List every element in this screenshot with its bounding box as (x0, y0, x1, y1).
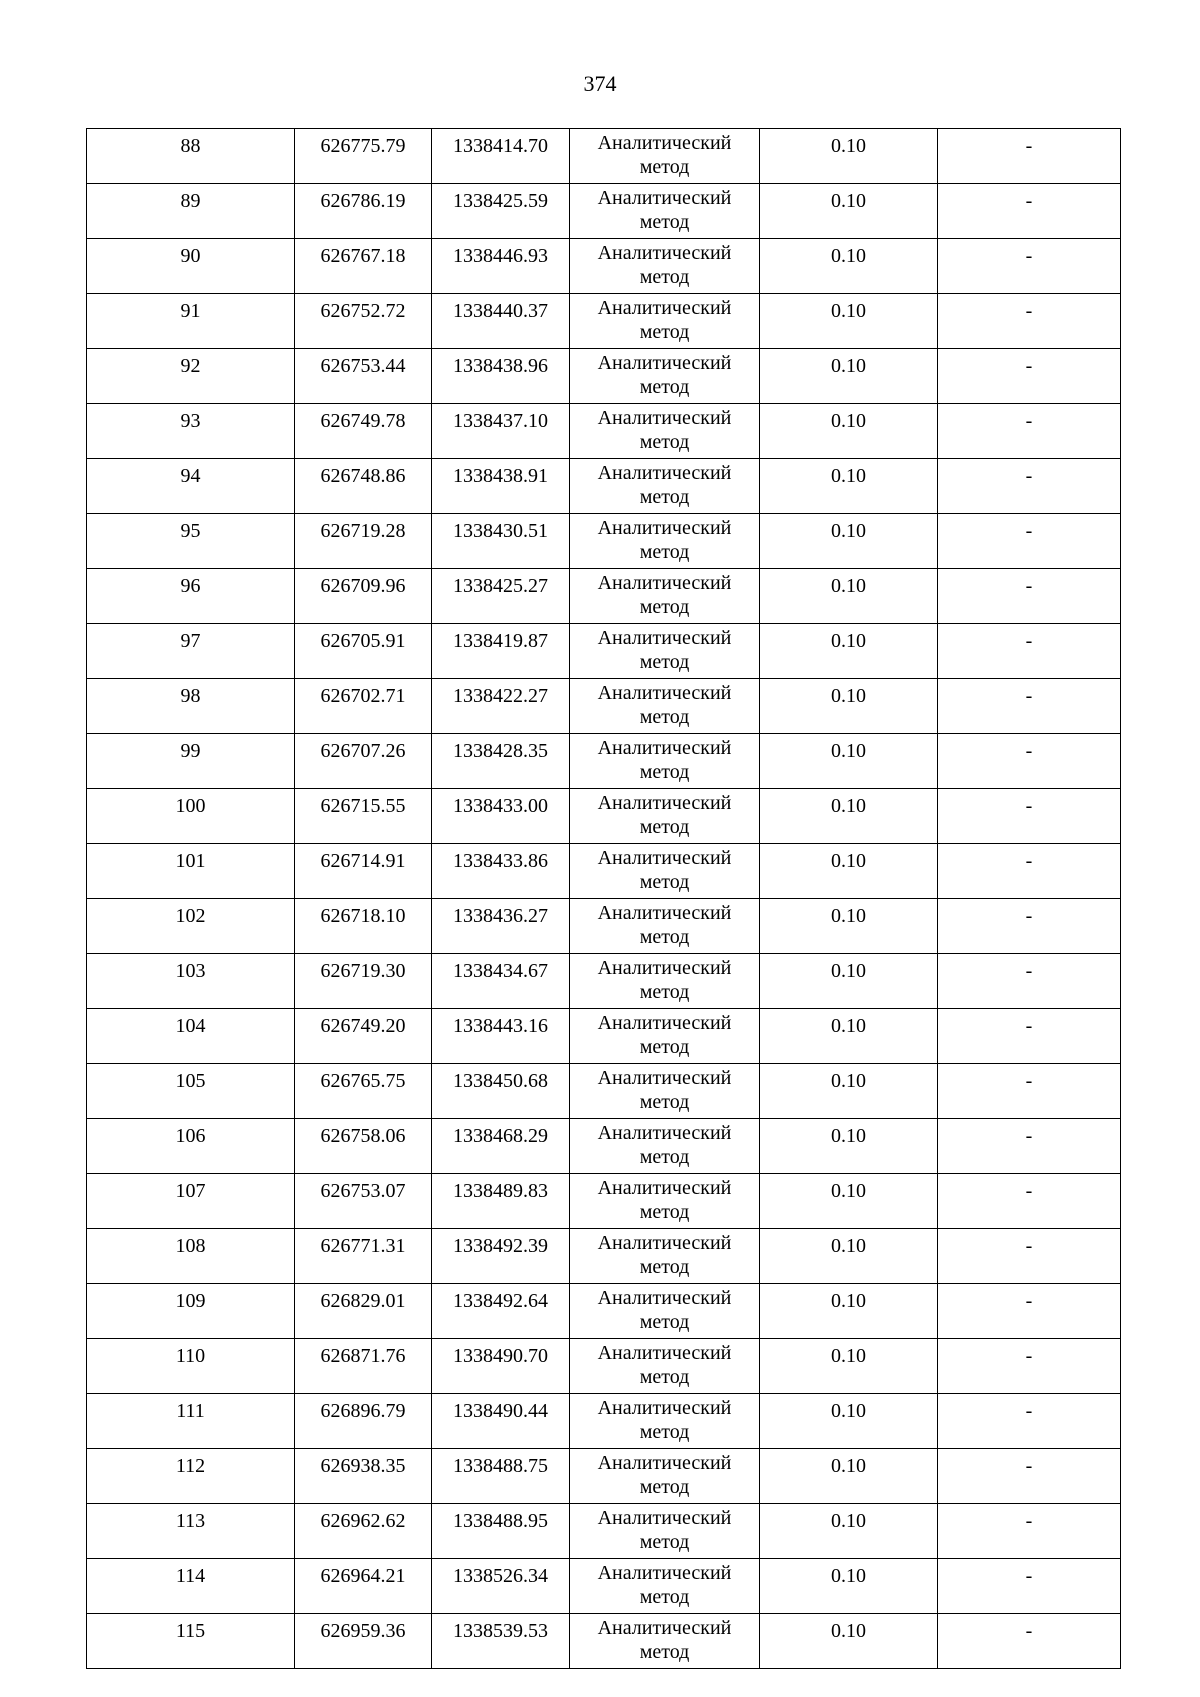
table-body (87, 129, 1121, 1669)
method-line-2: метод (639, 1586, 690, 1608)
table-row (87, 1504, 1121, 1559)
table-row (87, 1119, 1121, 1174)
y-coordinate-cell: 1338489.83 (432, 1174, 570, 1229)
table-row (87, 1449, 1121, 1504)
table-row (87, 1064, 1121, 1119)
table-row (87, 569, 1121, 624)
note-cell: - (938, 349, 1121, 404)
method-line-2: метод (639, 1311, 690, 1333)
method-line-1: Аналитический (597, 847, 732, 869)
x-coordinate-cell: 626758.06 (295, 1119, 432, 1174)
method-cell (570, 459, 760, 514)
x-coordinate-cell: 626775.79 (295, 129, 432, 184)
method-line-2: метод (639, 761, 690, 783)
note-cell: - (938, 679, 1121, 734)
method-line-2: метод (639, 926, 690, 948)
y-coordinate-cell: 1338425.59 (432, 184, 570, 239)
point-number-cell: 113 (87, 1504, 295, 1559)
note-cell: - (938, 129, 1121, 184)
accuracy-cell: 0.10 (760, 404, 938, 459)
accuracy-cell: 0.10 (760, 1229, 938, 1284)
note-cell: - (938, 1449, 1121, 1504)
x-coordinate-cell: 626962.62 (295, 1504, 432, 1559)
accuracy-cell: 0.10 (760, 569, 938, 624)
table-row (87, 239, 1121, 294)
x-coordinate-cell: 626767.18 (295, 239, 432, 294)
method-cell (570, 1339, 760, 1394)
method-line-2: метод (639, 1476, 690, 1498)
x-coordinate-cell: 626749.20 (295, 1009, 432, 1064)
note-cell: - (938, 1119, 1121, 1174)
accuracy-cell: 0.10 (760, 294, 938, 349)
y-coordinate-cell: 1338430.51 (432, 514, 570, 569)
note-cell: - (938, 1339, 1121, 1394)
accuracy-cell: 0.10 (760, 954, 938, 1009)
method-line-2: метод (639, 1201, 690, 1223)
y-coordinate-cell: 1338434.67 (432, 954, 570, 1009)
table-row (87, 459, 1121, 514)
table-row (87, 1284, 1121, 1339)
method-line-2: метод (639, 706, 690, 728)
point-number-cell: 93 (87, 404, 295, 459)
x-coordinate-cell: 626718.10 (295, 899, 432, 954)
point-number-cell: 106 (87, 1119, 295, 1174)
note-cell: - (938, 954, 1121, 1009)
x-coordinate-cell: 626829.01 (295, 1284, 432, 1339)
method-line-1: Аналитический (597, 957, 732, 979)
note-cell: - (938, 624, 1121, 679)
method-line-2: метод (639, 1036, 690, 1058)
note-cell: - (938, 899, 1121, 954)
x-coordinate-cell: 626753.07 (295, 1174, 432, 1229)
method-cell (570, 899, 760, 954)
page-number: 374 (583, 71, 617, 96)
method-line-2: метод (639, 266, 690, 288)
method-line-1: Аналитический (597, 737, 732, 759)
method-line-1: Аналитический (597, 187, 732, 209)
accuracy-cell: 0.10 (760, 1504, 938, 1559)
table-row (87, 734, 1121, 789)
accuracy-cell: 0.10 (760, 129, 938, 184)
method-line-1: Аналитический (597, 407, 732, 429)
accuracy-cell: 0.10 (760, 1559, 938, 1614)
method-cell (570, 404, 760, 459)
note-cell: - (938, 1284, 1121, 1339)
y-coordinate-cell: 1338436.27 (432, 899, 570, 954)
table-row (87, 624, 1121, 679)
table-row (87, 1339, 1121, 1394)
method-cell (570, 679, 760, 734)
method-line-1: Аналитический (597, 1232, 732, 1254)
x-coordinate-cell: 626765.75 (295, 1064, 432, 1119)
table-row (87, 1559, 1121, 1614)
y-coordinate-cell: 1338488.95 (432, 1504, 570, 1559)
x-coordinate-cell: 626896.79 (295, 1394, 432, 1449)
point-number-cell: 92 (87, 349, 295, 404)
note-cell: - (938, 514, 1121, 569)
note-cell: - (938, 184, 1121, 239)
accuracy-cell: 0.10 (760, 679, 938, 734)
method-line-1: Аналитический (597, 792, 732, 814)
table-row (87, 184, 1121, 239)
x-coordinate-cell: 626714.91 (295, 844, 432, 899)
x-coordinate-cell: 626709.96 (295, 569, 432, 624)
point-number-cell: 108 (87, 1229, 295, 1284)
method-line-1: Аналитический (597, 297, 732, 319)
point-number-cell: 104 (87, 1009, 295, 1064)
method-cell (570, 1009, 760, 1064)
accuracy-cell: 0.10 (760, 239, 938, 294)
y-coordinate-cell: 1338433.86 (432, 844, 570, 899)
note-cell: - (938, 1504, 1121, 1559)
accuracy-cell: 0.10 (760, 844, 938, 899)
note-cell: - (938, 569, 1121, 624)
y-coordinate-cell: 1338414.70 (432, 129, 570, 184)
y-coordinate-cell: 1338443.16 (432, 1009, 570, 1064)
accuracy-cell: 0.10 (760, 1284, 938, 1339)
point-number-cell: 96 (87, 569, 295, 624)
method-cell (570, 734, 760, 789)
y-coordinate-cell: 1338492.64 (432, 1284, 570, 1339)
x-coordinate-cell: 626707.26 (295, 734, 432, 789)
accuracy-cell: 0.10 (760, 1339, 938, 1394)
note-cell: - (938, 459, 1121, 514)
point-number-cell: 110 (87, 1339, 295, 1394)
method-cell (570, 1064, 760, 1119)
point-number-cell: 103 (87, 954, 295, 1009)
method-line-2: метод (639, 596, 690, 618)
accuracy-cell: 0.10 (760, 1394, 938, 1449)
method-cell (570, 624, 760, 679)
table-row (87, 954, 1121, 1009)
method-line-2: метод (639, 541, 690, 563)
point-number-cell: 89 (87, 184, 295, 239)
method-line-1: Аналитический (597, 627, 732, 649)
method-line-1: Аналитический (597, 902, 732, 924)
point-number-cell: 107 (87, 1174, 295, 1229)
y-coordinate-cell: 1338438.96 (432, 349, 570, 404)
method-line-1: Аналитический (597, 242, 732, 264)
method-line-2: метод (639, 431, 690, 453)
method-line-2: метод (639, 1641, 690, 1663)
accuracy-cell: 0.10 (760, 184, 938, 239)
y-coordinate-cell: 1338438.91 (432, 459, 570, 514)
x-coordinate-cell: 626748.86 (295, 459, 432, 514)
accuracy-cell: 0.10 (760, 1449, 938, 1504)
method-line-1: Аналитический (597, 1287, 732, 1309)
method-line-2: метод (639, 211, 690, 233)
x-coordinate-cell: 626705.91 (295, 624, 432, 679)
table-row (87, 1614, 1121, 1669)
method-cell (570, 1504, 760, 1559)
point-number-cell: 101 (87, 844, 295, 899)
method-line-1: Аналитический (597, 572, 732, 594)
method-line-2: метод (639, 156, 690, 178)
point-number-cell: 99 (87, 734, 295, 789)
y-coordinate-cell: 1338468.29 (432, 1119, 570, 1174)
x-coordinate-cell: 626786.19 (295, 184, 432, 239)
method-cell (570, 129, 760, 184)
method-line-2: метод (639, 651, 690, 673)
x-coordinate-cell: 626702.71 (295, 679, 432, 734)
x-coordinate-cell: 626964.21 (295, 1559, 432, 1614)
y-coordinate-cell: 1338490.70 (432, 1339, 570, 1394)
table-row (87, 1229, 1121, 1284)
accuracy-cell: 0.10 (760, 1119, 938, 1174)
method-cell (570, 569, 760, 624)
method-line-2: метод (639, 1091, 690, 1113)
note-cell: - (938, 239, 1121, 294)
y-coordinate-cell: 1338446.93 (432, 239, 570, 294)
method-cell (570, 349, 760, 404)
accuracy-cell: 0.10 (760, 459, 938, 514)
table-row (87, 514, 1121, 569)
method-cell (570, 789, 760, 844)
method-line-1: Аналитический (597, 1067, 732, 1089)
table-row (87, 844, 1121, 899)
note-cell: - (938, 1614, 1121, 1669)
accuracy-cell: 0.10 (760, 624, 938, 679)
method-line-1: Аналитический (597, 1122, 732, 1144)
point-number-cell: 90 (87, 239, 295, 294)
y-coordinate-cell: 1338526.34 (432, 1559, 570, 1614)
method-line-2: метод (639, 871, 690, 893)
y-coordinate-cell: 1338490.44 (432, 1394, 570, 1449)
point-number-cell: 88 (87, 129, 295, 184)
method-cell (570, 294, 760, 349)
note-cell: - (938, 1064, 1121, 1119)
method-cell (570, 1229, 760, 1284)
x-coordinate-cell: 626771.31 (295, 1229, 432, 1284)
method-line-1: Аналитический (597, 1507, 732, 1529)
note-cell: - (938, 734, 1121, 789)
accuracy-cell: 0.10 (760, 1174, 938, 1229)
method-cell (570, 239, 760, 294)
x-coordinate-cell: 626719.30 (295, 954, 432, 1009)
table-row (87, 1009, 1121, 1064)
x-coordinate-cell: 626938.35 (295, 1449, 432, 1504)
x-coordinate-cell: 626871.76 (295, 1339, 432, 1394)
note-cell: - (938, 1559, 1121, 1614)
method-line-2: метод (639, 321, 690, 343)
y-coordinate-cell: 1338419.87 (432, 624, 570, 679)
point-number-cell: 91 (87, 294, 295, 349)
x-coordinate-cell: 626749.78 (295, 404, 432, 459)
table-row (87, 129, 1121, 184)
point-number-cell: 95 (87, 514, 295, 569)
point-number-cell: 98 (87, 679, 295, 734)
point-number-cell: 94 (87, 459, 295, 514)
method-line-1: Аналитический (597, 1012, 732, 1034)
y-coordinate-cell: 1338539.53 (432, 1614, 570, 1669)
method-line-1: Аналитический (597, 1342, 732, 1364)
note-cell: - (938, 404, 1121, 459)
note-cell: - (938, 1009, 1121, 1064)
table-row (87, 294, 1121, 349)
note-cell: - (938, 844, 1121, 899)
y-coordinate-cell: 1338428.35 (432, 734, 570, 789)
y-coordinate-cell: 1338488.75 (432, 1449, 570, 1504)
x-coordinate-cell: 626753.44 (295, 349, 432, 404)
point-number-cell: 109 (87, 1284, 295, 1339)
method-line-2: метод (639, 1366, 690, 1388)
method-cell (570, 1394, 760, 1449)
accuracy-cell: 0.10 (760, 1614, 938, 1669)
method-line-1: Аналитический (597, 682, 732, 704)
method-line-1: Аналитический (597, 1397, 732, 1419)
method-line-2: метод (639, 1146, 690, 1168)
point-number-cell: 97 (87, 624, 295, 679)
method-line-2: метод (639, 816, 690, 838)
method-line-1: Аналитический (597, 1617, 732, 1639)
note-cell: - (938, 294, 1121, 349)
note-cell: - (938, 1174, 1121, 1229)
point-number-cell: 105 (87, 1064, 295, 1119)
method-line-1: Аналитический (597, 1177, 732, 1199)
x-coordinate-cell: 626715.55 (295, 789, 432, 844)
method-line-1: Аналитический (597, 1452, 732, 1474)
method-cell (570, 1614, 760, 1669)
y-coordinate-cell: 1338450.68 (432, 1064, 570, 1119)
accuracy-cell: 0.10 (760, 789, 938, 844)
y-coordinate-cell: 1338433.00 (432, 789, 570, 844)
method-cell (570, 184, 760, 239)
accuracy-cell: 0.10 (760, 1064, 938, 1119)
method-cell (570, 514, 760, 569)
method-line-2: метод (639, 1531, 690, 1553)
table-row (87, 349, 1121, 404)
note-cell: - (938, 1394, 1121, 1449)
accuracy-cell: 0.10 (760, 514, 938, 569)
method-cell (570, 1174, 760, 1229)
method-cell (570, 1559, 760, 1614)
method-cell (570, 1284, 760, 1339)
accuracy-cell: 0.10 (760, 899, 938, 954)
x-coordinate-cell: 626752.72 (295, 294, 432, 349)
point-number-cell: 114 (87, 1559, 295, 1614)
method-line-1: Аналитический (597, 1562, 732, 1584)
x-coordinate-cell: 626959.36 (295, 1614, 432, 1669)
table-row (87, 1394, 1121, 1449)
table-row (87, 899, 1121, 954)
method-line-2: метод (639, 1256, 690, 1278)
note-cell: - (938, 789, 1121, 844)
table-row (87, 789, 1121, 844)
table-row (87, 679, 1121, 734)
point-number-cell: 100 (87, 789, 295, 844)
method-cell (570, 1119, 760, 1174)
table-row (87, 404, 1121, 459)
method-cell (570, 1449, 760, 1504)
method-cell (570, 844, 760, 899)
y-coordinate-cell: 1338437.10 (432, 404, 570, 459)
accuracy-cell: 0.10 (760, 1009, 938, 1064)
x-coordinate-cell: 626719.28 (295, 514, 432, 569)
method-line-2: метод (639, 376, 690, 398)
point-number-cell: 102 (87, 899, 295, 954)
method-line-2: метод (639, 1421, 690, 1443)
accuracy-cell: 0.10 (760, 734, 938, 789)
method-line-1: Аналитический (597, 352, 732, 374)
method-cell (570, 954, 760, 1009)
y-coordinate-cell: 1338440.37 (432, 294, 570, 349)
y-coordinate-cell: 1338425.27 (432, 569, 570, 624)
method-line-1: Аналитический (597, 517, 732, 539)
y-coordinate-cell: 1338492.39 (432, 1229, 570, 1284)
note-cell: - (938, 1229, 1121, 1284)
point-number-cell: 115 (87, 1614, 295, 1669)
point-number-cell: 111 (87, 1394, 295, 1449)
coordinates-table (86, 128, 1121, 1669)
table-row (87, 1174, 1121, 1229)
y-coordinate-cell: 1338422.27 (432, 679, 570, 734)
method-line-1: Аналитический (597, 132, 732, 154)
method-line-2: метод (639, 981, 690, 1003)
accuracy-cell: 0.10 (760, 349, 938, 404)
method-line-1: Аналитический (597, 462, 732, 484)
point-number-cell: 112 (87, 1449, 295, 1504)
method-line-2: метод (639, 486, 690, 508)
